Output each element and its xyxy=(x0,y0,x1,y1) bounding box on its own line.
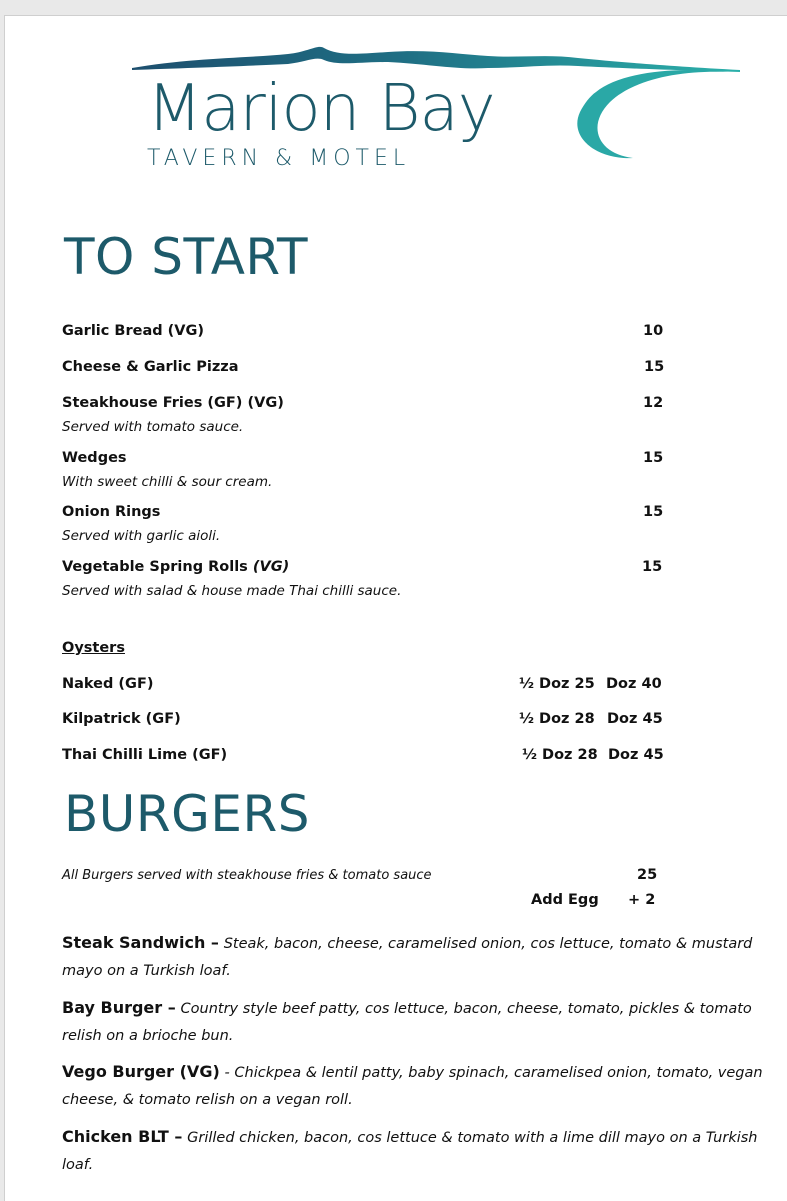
menu-item-name-text: Vegetable Spring Rolls xyxy=(62,559,248,575)
oyster-item-name: Kilpatrick (GF) xyxy=(62,711,181,727)
burger-item xyxy=(62,930,768,984)
burger-name: Vego Burger (VG) xyxy=(62,1062,220,1081)
menu-item-name xyxy=(62,559,289,575)
burgers-note: All Burgers served with steakhouse fries & tomato sauce xyxy=(62,868,432,883)
burger-description: Country style beef patty, cos lettuce, bacon, cheese, tomato, pickles & tomato relish on a brioche bun. xyxy=(62,1001,752,1044)
oyster-item-name: Thai Chilli Lime (GF) xyxy=(62,747,228,763)
brand-subtitle: TAVERN & MOTEL xyxy=(147,146,411,171)
burger-description: Steak, bacon, cheese, caramelised onion, cos lettuce, tomato & mustard mayo on a Turkish loaf. xyxy=(62,936,753,979)
menu-item-description: Served with tomato sauce. xyxy=(62,419,244,435)
menu-item-name: Garlic Bread (VG) xyxy=(62,323,205,339)
menu-item-name: Cheese & Garlic Pizza xyxy=(62,359,239,375)
burger-name: Steak Sandwich – xyxy=(62,933,219,952)
menu-item-name: Wedges xyxy=(62,450,127,466)
add-egg-label: Add Egg xyxy=(531,892,599,908)
burger-item xyxy=(62,1124,768,1178)
oyster-half-dozen-price: ½ Doz 28 xyxy=(519,711,595,727)
oyster-half-dozen-price: ½ Doz 28 xyxy=(522,747,598,763)
burgers-price: 25 xyxy=(637,867,658,883)
brand-name: Marion Bay xyxy=(147,72,495,146)
section-title-to-start: TO START xyxy=(64,228,309,286)
menu-item-price: 15 xyxy=(642,559,663,575)
menu-item-description: With sweet chilli & sour cream. xyxy=(62,474,273,490)
oyster-dozen-price: Doz 45 xyxy=(607,711,663,727)
menu-item-price: 10 xyxy=(643,323,664,339)
menu-item-name: Onion Rings xyxy=(62,504,161,520)
oyster-dozen-price: Doz 40 xyxy=(606,676,662,692)
menu-item-name: Steakhouse Fries (GF) (VG) xyxy=(62,395,284,411)
menu-item-price: 15 xyxy=(643,504,664,520)
burger-name: Chicken BLT – xyxy=(62,1127,183,1146)
menu-item-price: 15 xyxy=(643,450,664,466)
section-title-burgers: BURGERS xyxy=(64,785,310,843)
menu-item-description: Served with garlic aioli. xyxy=(62,528,221,544)
add-egg-price: + 2 xyxy=(628,892,656,908)
menu-item-price: 15 xyxy=(644,359,665,375)
menu-item-price: 12 xyxy=(643,395,664,411)
oyster-dozen-price: Doz 45 xyxy=(608,747,664,763)
menu-item-description: Served with salad & house made Thai chilli sauce. xyxy=(62,583,402,599)
oyster-half-dozen-price: ½ Doz 25 xyxy=(519,676,595,692)
burger-description: Grilled chicken, bacon, cos lettuce & tomato with a lime dill mayo on a Turkish loaf. xyxy=(62,1130,758,1173)
oyster-item-name: Naked (GF) xyxy=(62,676,154,692)
burger-item xyxy=(62,1059,768,1113)
menu-item-name-suffix: (VG) xyxy=(252,559,290,575)
burger-item xyxy=(62,995,768,1049)
oysters-heading: Oysters xyxy=(62,640,125,656)
burger-description: - Chickpea & lentil patty, baby spinach, caramelised onion, tomato, vegan cheese, & tomato relish on a vegan roll. xyxy=(62,1065,763,1108)
burger-name: Bay Burger – xyxy=(62,998,176,1017)
